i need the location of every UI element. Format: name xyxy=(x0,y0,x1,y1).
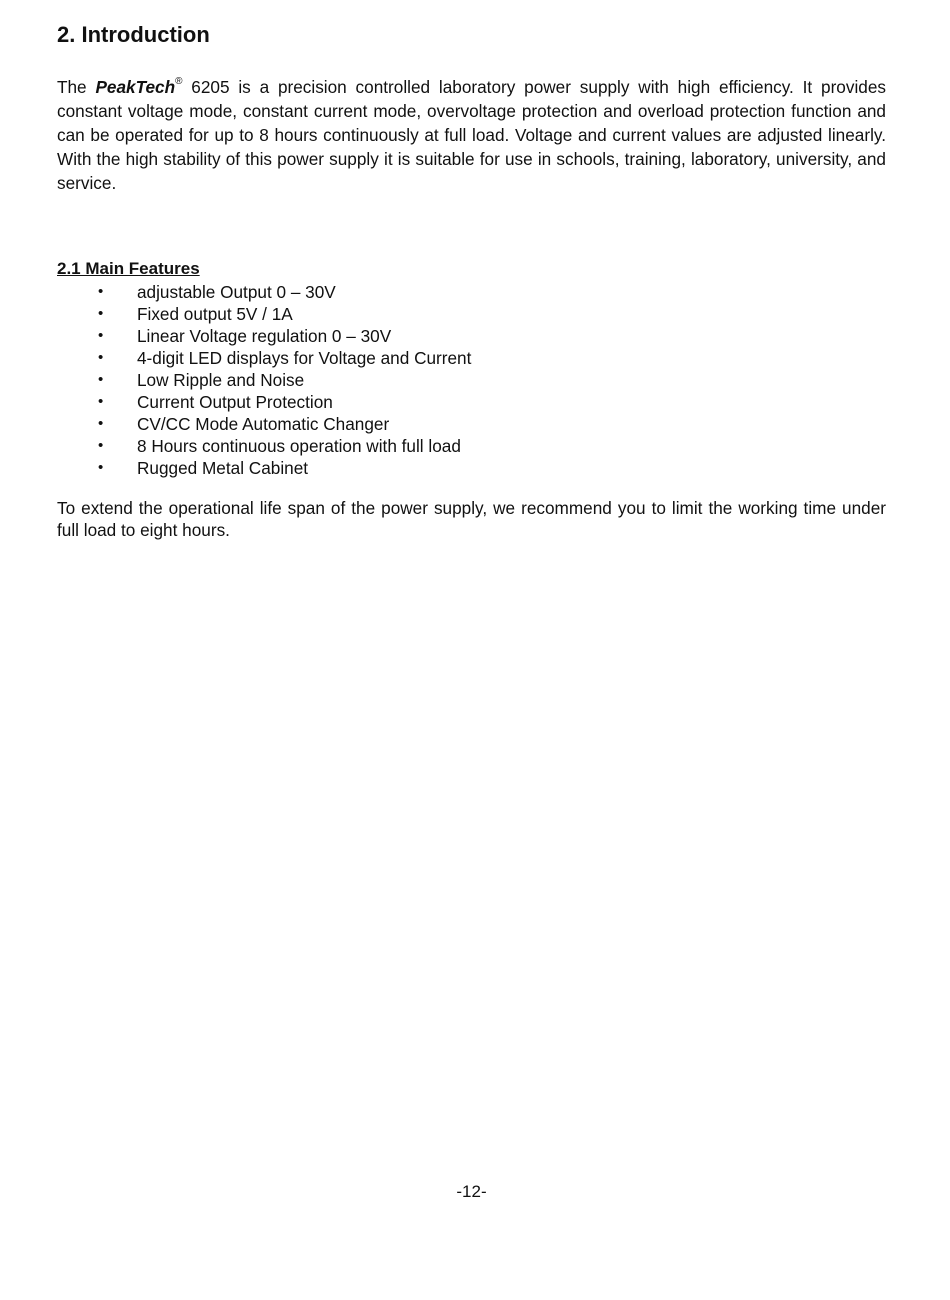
bullet-icon: • xyxy=(98,415,104,432)
feature-text: CV/CC Mode Automatic Changer xyxy=(137,414,390,434)
bullet-icon: • xyxy=(98,349,104,366)
feature-text: 4-digit LED displays for Voltage and Current xyxy=(137,348,472,368)
feature-text: Fixed output 5V / 1A xyxy=(137,304,293,324)
bullet-icon: • xyxy=(98,371,104,388)
features-list xyxy=(57,281,471,479)
list-item xyxy=(57,435,471,457)
feature-text: 8 Hours continuous operation with full load xyxy=(137,436,461,456)
features-heading: 2.1 Main Features xyxy=(57,259,200,278)
page-number: -12- xyxy=(456,1182,487,1201)
manual-page xyxy=(57,0,886,1300)
list-item xyxy=(57,325,471,347)
bullet-icon: • xyxy=(98,437,104,454)
list-item xyxy=(57,457,471,479)
bullet-icon: • xyxy=(98,305,104,322)
feature-text: Low Ripple and Noise xyxy=(137,370,305,390)
closing-paragraph: To extend the operational life span of the power supply, we recommend you to limit the working time under full load to eight hours. xyxy=(57,498,886,540)
feature-text: Current Output Protection xyxy=(137,392,333,412)
feature-text: Rugged Metal Cabinet xyxy=(137,458,309,478)
intro-paragraph xyxy=(57,75,886,195)
section-heading: 2. Introduction xyxy=(57,22,210,47)
bullet-icon: • xyxy=(98,327,104,344)
bullet-icon: • xyxy=(98,283,104,300)
list-item xyxy=(57,413,471,435)
list-item xyxy=(57,369,471,391)
brand-name: PeakTech xyxy=(95,77,176,97)
intro-body: 6205 is a precision controlled laboratory power supply with high efficiency. It provides constant voltage mode, constant current mode, overvoltage protection and overload protection function and can be operated for up to 8 hours continuously at full load. Voltage and current values are adjusted linearly. With the high stability of this power supply it is suitable for use in schools, training, laboratory, university, and service. xyxy=(57,77,886,193)
list-item xyxy=(57,281,471,303)
list-item xyxy=(57,347,471,369)
bullet-icon: • xyxy=(98,459,104,476)
feature-text: adjustable Output 0 – 30V xyxy=(137,282,336,302)
intro-prefix: The xyxy=(57,77,96,97)
list-item xyxy=(57,391,471,413)
list-item xyxy=(57,303,471,325)
bullet-icon: • xyxy=(98,393,104,410)
feature-text: Linear Voltage regulation 0 – 30V xyxy=(137,326,392,346)
registered-mark: ® xyxy=(175,76,183,87)
